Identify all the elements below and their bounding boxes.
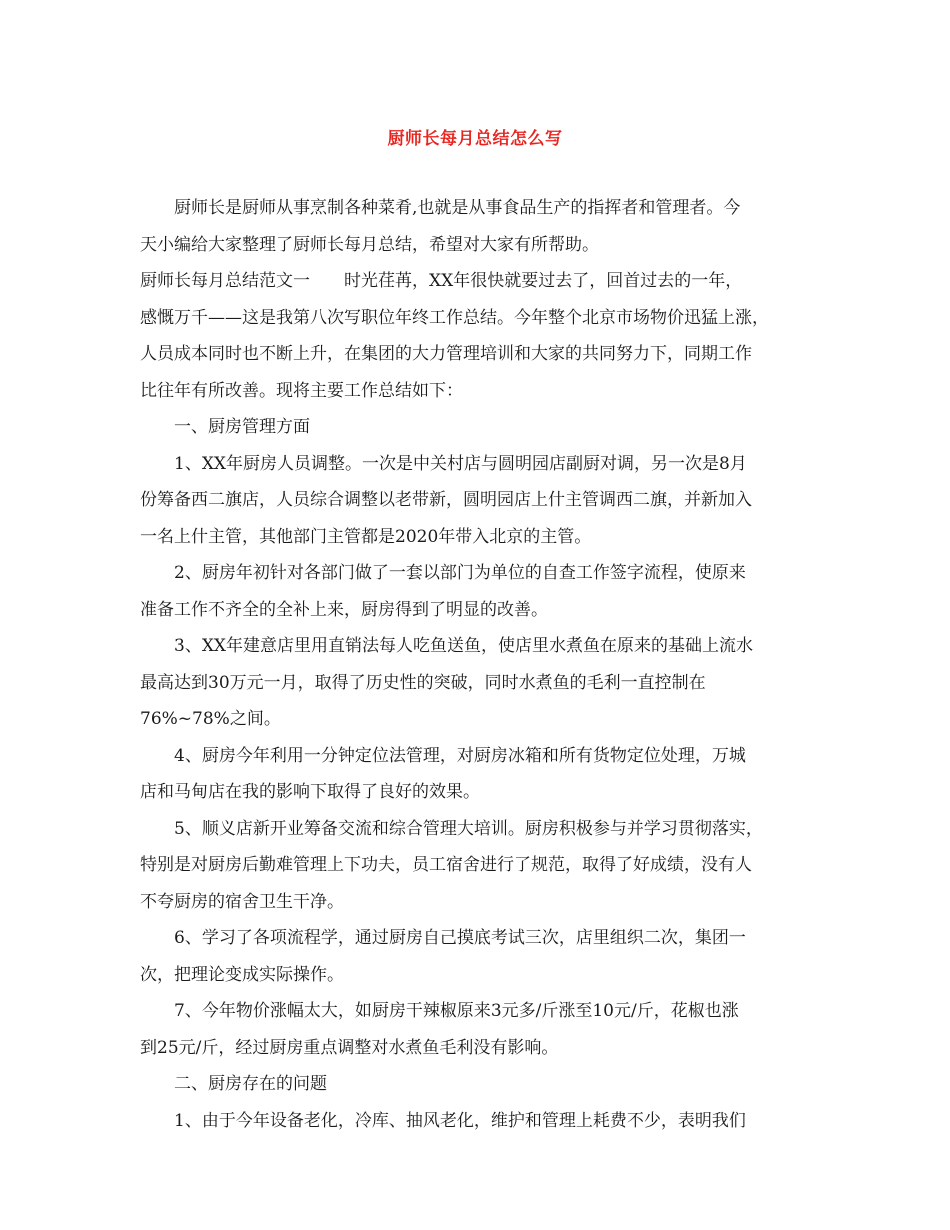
text-line: 不夸厨房的宿舍卫生干净。	[140, 891, 344, 912]
text-line: 2、厨房年初针对各部门做了一套以部门为单位的自查工作签字流程，使原来	[174, 563, 746, 583]
text-line: 比往年有所改善。现将主要工作总结如下：	[140, 380, 463, 401]
text-line: 店和马甸店在我的影响下取得了良好的效果。	[140, 782, 480, 802]
text-line: 一、厨房管理方面	[174, 417, 310, 437]
text-line: 5、顺义店新开业筹备交流和综合管理大培训。厨房积极参与并学习贯彻落实，	[174, 818, 763, 839]
text-line: 准备工作不齐全的全补上来，厨房得到了明显的改善。	[140, 599, 548, 620]
text-line: 1、XX年厨房人员调整。一次是中关村店与圆明园店副厨对调，另一次是8月	[174, 453, 747, 474]
text-line: 76%~78%之间。	[140, 709, 281, 729]
text-line: 厨师长每月总结范文一 时光荏苒，XX年很快就要过去了，回首过去的一年，	[140, 271, 743, 291]
text-line: 人员成本同时也不断上升，在集团的大力管理培训和大家的共同努力下，同期工作	[140, 344, 752, 364]
text-line: 到25元/斤，经过厨房重点调整对水煮鱼毛利没有影响。	[140, 1037, 559, 1058]
text-line: 一名上什主管，其他部门主管都是2020年带入北京的主管。	[140, 526, 592, 547]
text-line: 次，把理论变成实际操作。	[140, 964, 344, 985]
text-line: 天小编给大家整理了厨师长每月总结，希望对大家有所帮助。	[140, 234, 599, 255]
text-line: 感慨万千——这是我第八次写职位年终工作总结。今年整个北京市场物价迅猛上涨，	[140, 307, 769, 328]
text-line: 4、厨房今年利用一分钟定位法管理，对厨房冰箱和所有货物定位处理，万城	[174, 745, 746, 766]
text-line: 7、今年物价涨幅太大，如厨房干辣椒原来3元多/斤涨至10元/斤，花椒也涨	[174, 1001, 739, 1021]
text-line: 份筹备西二旗店，人员综合调整以老带新，圆明园店上什主管调西二旗，并新加入	[140, 490, 752, 510]
text-line: 特别是对厨房后勤难管理上下功夫，员工宿舍进行了规范，取得了好成绩，没有人	[140, 855, 752, 875]
text-line: 3、XX年建意店里用直销法每人吃鱼送鱼，使店里水煮鱼在原来的基础上流水	[174, 636, 754, 656]
text-line: 6、学习了各项流程学，通过厨房自己摸底考试三次，店里组织二次，集团一	[174, 928, 746, 948]
text-line: 二、厨房存在的问题	[174, 1074, 327, 1094]
document-body	[140, 190, 825, 1139]
text-line: 厨师长是厨师从事烹制各种菜肴,也就是从事食品生产的指挥者和管理者。今	[174, 198, 741, 218]
text-line: 1、由于今年设备老化，冷库、抽风老化，维护和管理上耗费不少，表明我们	[174, 1110, 746, 1131]
document-title: 厨师长每月总结怎么写	[387, 129, 563, 149]
text-line: 最高达到30万元一月，取得了历史性的突破，同时水煮鱼的毛利一直控制在	[140, 672, 706, 693]
